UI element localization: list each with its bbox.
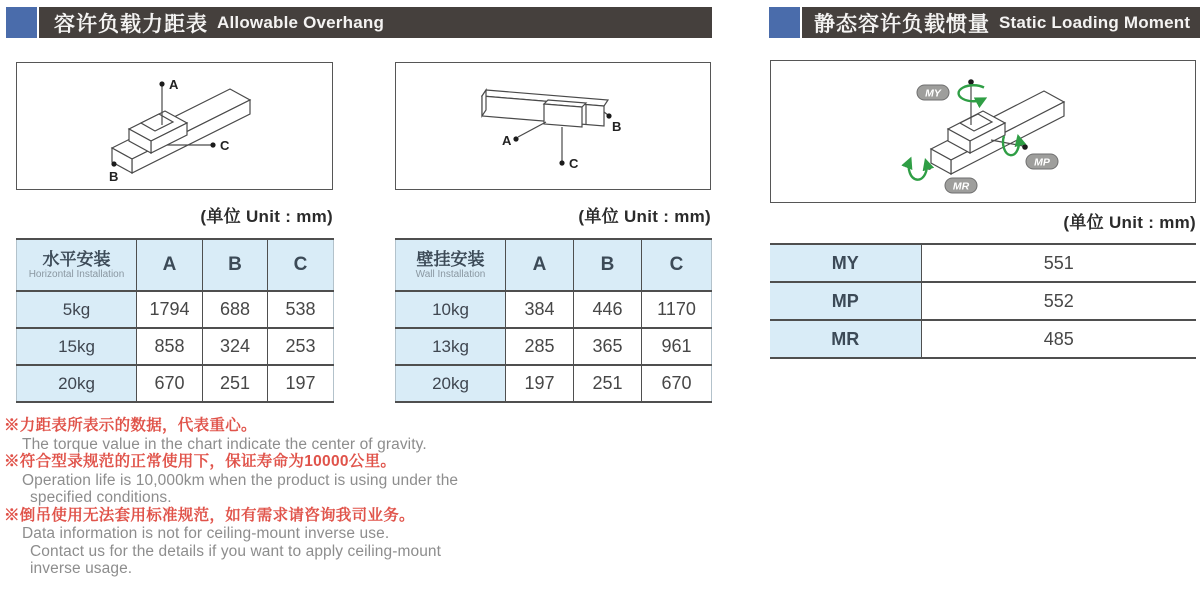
mr-rotation-arrow (909, 160, 927, 180)
table-row (396, 328, 712, 365)
section-title-zh: 静态容许负载惯量 (814, 12, 990, 36)
my-axis-dot (968, 79, 974, 85)
mp-badge-label: MP (1034, 156, 1050, 169)
column-header-a: A (137, 239, 203, 291)
note-en: Data information is not for ceiling-mount inverse use. (22, 525, 390, 542)
point-c-dot (210, 142, 215, 147)
value-cell: 384 (506, 291, 574, 328)
table-title-zh: 壁挂安装 (416, 249, 485, 269)
table-header-row (396, 239, 712, 291)
row-label: MP (770, 282, 921, 320)
wall-installation-diagram (396, 63, 709, 188)
value-cell: 251 (203, 365, 268, 402)
column-header-a: A (506, 239, 574, 291)
accent-square-left (6, 7, 37, 38)
carriage-front-face (544, 104, 582, 127)
section-title-en: Static Loading Moment (999, 12, 1191, 32)
note-en: Operation life is 10,000km when the product is using under the (22, 471, 459, 489)
note-en: Contact us for the details if you want to apply ceiling-mount (30, 542, 442, 560)
column-header-b: B (203, 239, 268, 291)
point-b-label: B (612, 119, 622, 134)
moment-table (770, 243, 1196, 359)
table-row (17, 328, 334, 365)
note-en: The torque value in the chart indicate the center of gravity. (22, 435, 427, 453)
wall-installation-diagram-box (395, 62, 711, 190)
point-b-label: B (109, 169, 119, 184)
table-title-zh: 水平安装 (42, 249, 111, 269)
point-a-label: A (502, 133, 512, 148)
point-c-label: C (220, 138, 230, 153)
horizontal-installation-diagram (17, 63, 331, 188)
value-cell: 197 (268, 365, 334, 402)
mp-axis-dot (1022, 144, 1028, 150)
row-label: MY (770, 244, 921, 282)
accent-square-right (769, 7, 800, 38)
note-zh: ※力距表所表示的数据，代表重心。 (4, 417, 257, 434)
note-zh: ※倒吊使用无法套用标准规范，如有需求请咨询我司业务。 (4, 506, 415, 524)
point-b-dot (111, 161, 116, 166)
section-title-zh: 容许负载力距表 (54, 12, 208, 36)
value-cell: 858 (137, 328, 203, 365)
row-label: MR (770, 320, 921, 358)
note-zh: ※符合型录规范的正常使用下，保证寿命为10000公里。 (4, 453, 397, 470)
point-c-label: C (569, 156, 579, 171)
table-row (396, 365, 712, 402)
value-cell: 1170 (642, 291, 712, 328)
table-title-en: Horizontal Installation (28, 268, 125, 280)
note-en: inverse usage. (30, 560, 133, 577)
table-row (770, 282, 1196, 320)
value-cell: 446 (574, 291, 642, 328)
row-label: 20kg (396, 365, 506, 402)
moment-diagram-box (770, 60, 1196, 203)
table-title-cell (17, 239, 137, 291)
table-row (17, 365, 334, 402)
note-en: specified conditions. (30, 489, 172, 506)
value-cell: 961 (642, 328, 712, 365)
section-header-static-loading-moment (802, 7, 1200, 38)
table-row (770, 244, 1196, 282)
value-cell: 538 (268, 291, 334, 328)
section-title-en: Allowable Overhang (217, 12, 385, 32)
value-cell: 670 (642, 365, 712, 402)
wall-installation-table (395, 238, 712, 403)
point-b-dot (606, 113, 611, 118)
table-row (17, 291, 334, 328)
point-c-dot (559, 160, 564, 165)
row-label: 10kg (396, 291, 506, 328)
row-label: 15kg (17, 328, 137, 365)
value-cell: 551 (921, 244, 1196, 282)
table-title-cell (396, 239, 506, 291)
value-cell: 552 (921, 282, 1196, 320)
table-row (396, 291, 712, 328)
value-cell: 365 (574, 328, 642, 365)
value-cell: 1794 (137, 291, 203, 328)
value-cell: 253 (268, 328, 334, 365)
value-cell: 324 (203, 328, 268, 365)
footnotes (4, 417, 504, 578)
mr-badge-label: MR (952, 180, 970, 193)
point-a-dot (513, 136, 518, 141)
value-cell: 688 (203, 291, 268, 328)
row-label: 5kg (17, 291, 137, 328)
moment-diagram (771, 61, 1194, 201)
horizontal-installation-table (16, 238, 334, 403)
table-header-row (17, 239, 334, 291)
dimension-line-a (518, 122, 546, 137)
horizontal-installation-diagram-box (16, 62, 333, 190)
unit-caption: (单位 Unit : mm) (200, 207, 333, 226)
table-title-en: Wall Installation (415, 268, 486, 280)
value-cell: 197 (506, 365, 574, 402)
value-cell: 251 (574, 365, 642, 402)
row-label: 13kg (396, 328, 506, 365)
section-header-allowable-overhang (39, 7, 712, 38)
value-cell: 285 (506, 328, 574, 365)
value-cell: 670 (137, 365, 203, 402)
column-header-c: C (268, 239, 334, 291)
column-header-c: C (642, 239, 712, 291)
value-cell: 485 (921, 320, 1196, 358)
row-label: 20kg (17, 365, 137, 402)
unit-caption: (单位 Unit : mm) (1063, 213, 1196, 232)
point-a-dot (159, 81, 164, 86)
column-header-b: B (574, 239, 642, 291)
my-badge-label: MY (925, 87, 941, 100)
unit-caption: (单位 Unit : mm) (578, 207, 711, 226)
table-row (770, 320, 1196, 358)
point-a-label: A (169, 77, 179, 92)
